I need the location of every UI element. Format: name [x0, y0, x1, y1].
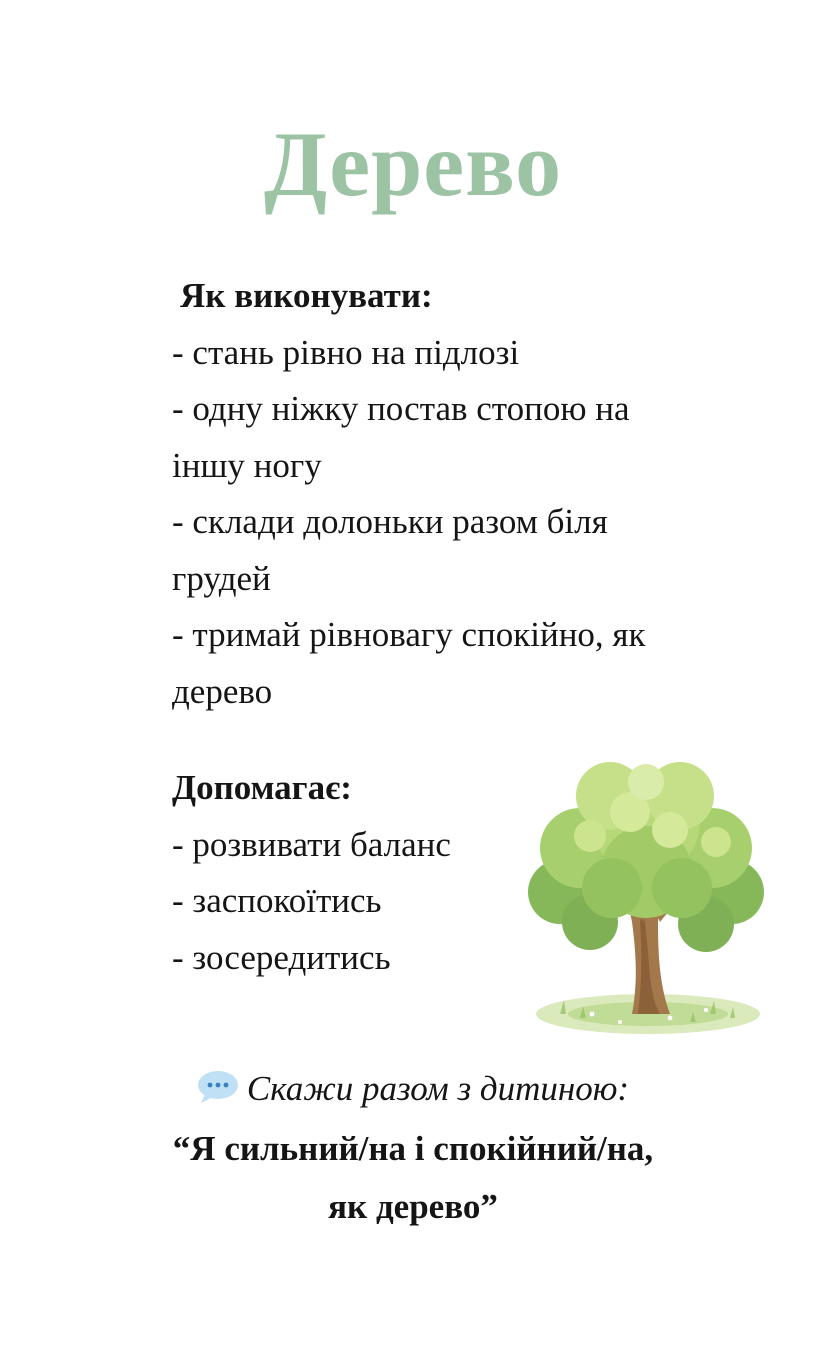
quote-block [0, 1120, 826, 1236]
quote-line: “Я сильний/на і спокійний/на, [172, 1129, 654, 1168]
how-to-line: - склади долоньки разом біля [172, 502, 608, 541]
page-title: Дерево [263, 113, 563, 215]
how-to-line: грудей [172, 558, 271, 598]
how-to-line: - одну ніжку постав стопою на [172, 389, 630, 428]
how-to-section [172, 268, 772, 720]
how-to-line: дерево [172, 671, 273, 711]
speech-bubble-icon [197, 1070, 239, 1104]
quote-line: як дерево” [328, 1187, 498, 1226]
how-to-heading: Як виконувати: [180, 276, 433, 315]
tree-illustration [520, 752, 770, 1042]
helps-heading: Допомагає: [172, 768, 352, 807]
helps-line: - зосередитись [172, 937, 391, 977]
helps-section [172, 760, 532, 986]
how-to-line: - тримай рівновагу спокійно, як [172, 615, 646, 654]
helps-line: - розвивати баланс [172, 824, 451, 864]
how-to-line: - стань рівно на підлозі [172, 332, 520, 372]
helps-line: - заспокоїтись [172, 881, 382, 920]
say-together-text: Скажи разом з дитиною: [246, 1069, 630, 1108]
say-together-line [0, 1064, 826, 1114]
how-to-line: іншу ногу [172, 445, 322, 485]
